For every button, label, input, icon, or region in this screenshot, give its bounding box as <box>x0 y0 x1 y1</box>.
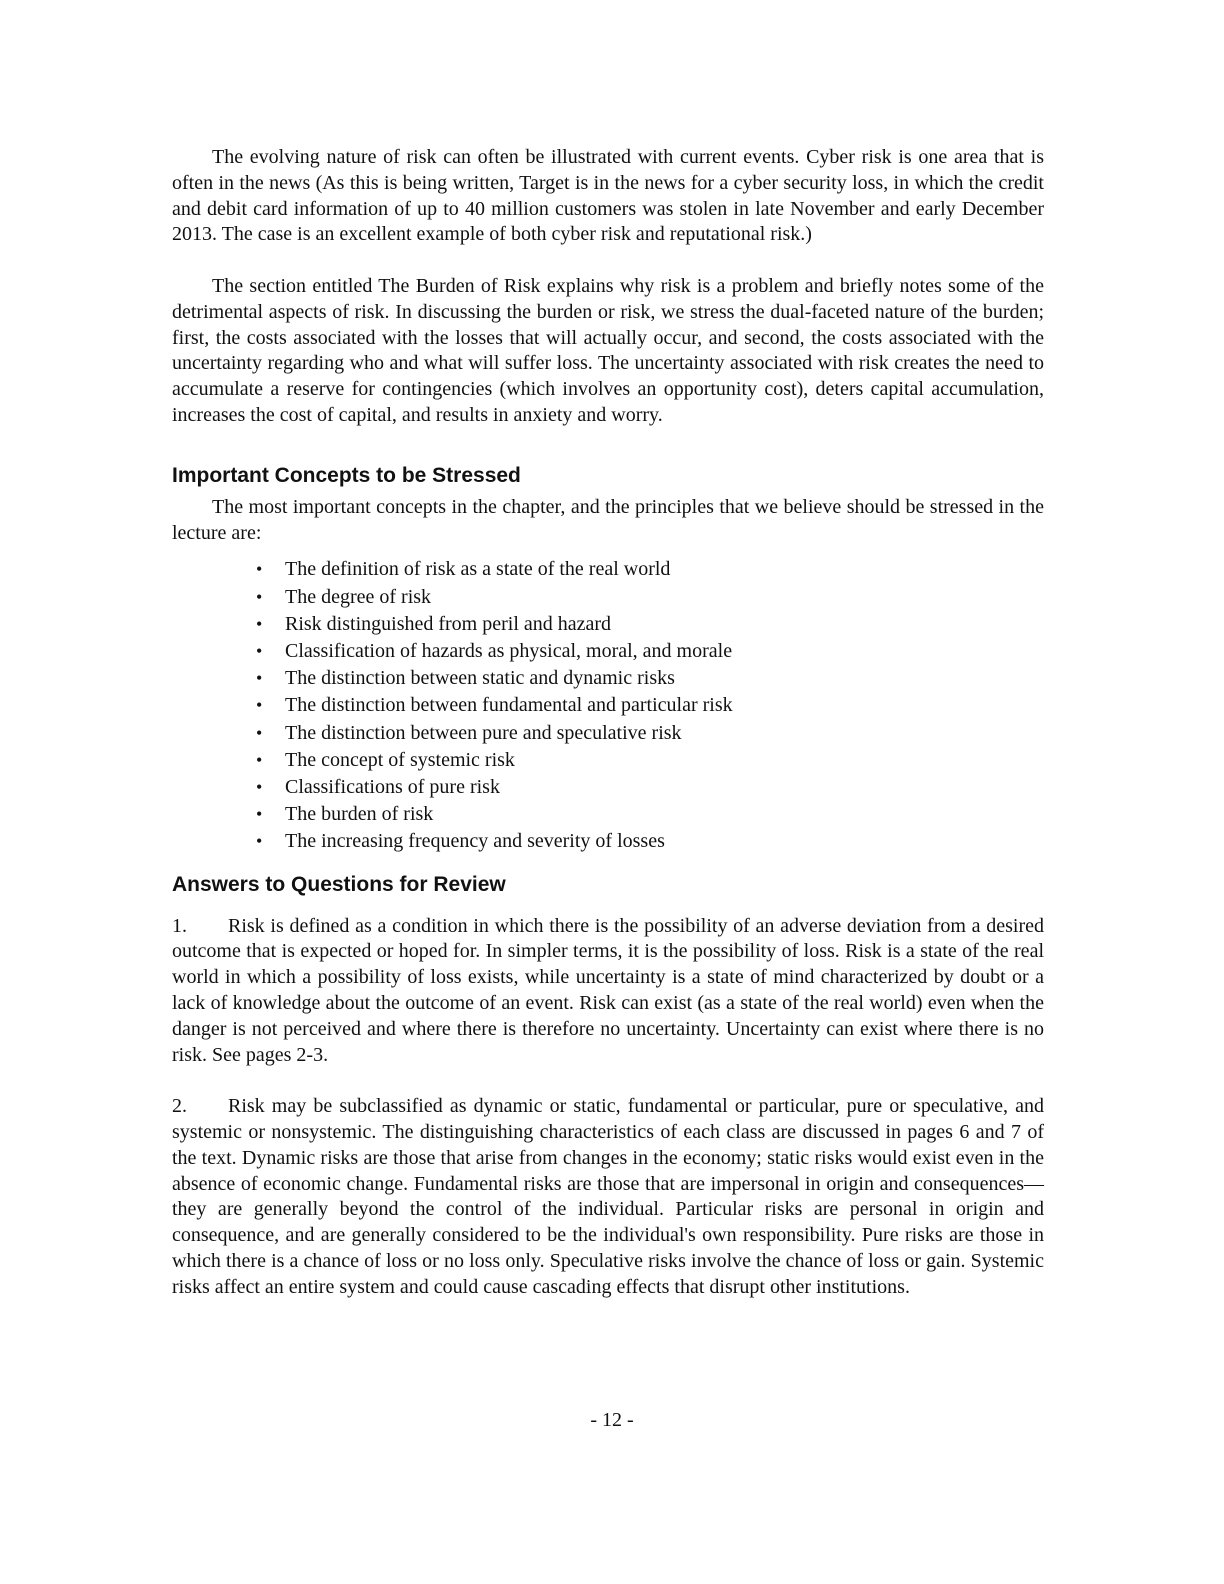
concepts-intro: The most important concepts in the chapter, and the principles that we believe should be stressed in the lecture are: <box>172 495 1044 544</box>
intro-paragraph-burden-of-risk: The section entitled The Burden of Risk explains why risk is a problem and briefly notes some of the detrimental aspects of risk. In discussing the burden or risk, we stress the dual-faceted nature of the burden; first, the costs associated with the losses that will actually occur, and second, the costs associated with the uncertainty regarding who and what will suffer loss. The uncertainty associated with risk creates the need to accumulate a reserve for contingencies (which involves an opportunity cost), deters capital accumulation, increases the cost of capital, and results in anxiety and worry. <box>172 274 1044 426</box>
list-item-text: The distinction between pure and speculative risk <box>285 721 682 744</box>
list-item <box>256 611 1044 638</box>
list-item-text: Classification of hazards as physical, moral, and morale <box>285 639 733 662</box>
list-item <box>256 638 1044 665</box>
answer-text: Risk is defined as a condition in which there is the possibility of an adverse deviation from a desired outcome that is expected or hoped for. In simpler terms, it is the possibility of loss. Risk is a state of the real world in which a possibility of loss exists, while uncertainty is a state of mind characterized by doubt or a lack of knowledge about the outcome of an event. Risk can exist (as a state of the real world) even when the danger is not perceived and where there is therefore no uncertainty. Uncertainty can exist where there is no risk. See pages 2-3. <box>172 914 1044 1066</box>
bullet-icon: • <box>256 776 263 797</box>
list-item-text: The distinction between fundamental and particular risk <box>285 694 733 717</box>
list-item-text: The burden of risk <box>285 803 434 826</box>
list-item <box>256 747 1044 774</box>
bullet-icon: • <box>256 749 263 770</box>
bullet-icon: • <box>256 722 263 743</box>
page-number: - 12 - <box>590 1409 634 1431</box>
bullet-icon: • <box>256 804 263 825</box>
list-item <box>256 692 1044 719</box>
list-item <box>256 584 1044 611</box>
intro-paragraph-cyber-risk: The evolving nature of risk can often be illustrated with current events. Cyber risk is one area that is often in the news (As this is being written, Target is in the news for a cyber security loss, in which the credit and debit card information of up to 40 million customers was stolen in late November and early December 2013. The case is an excellent example of both cyber risk and reputational risk.) <box>172 146 1044 246</box>
list-item-text: The concept of systemic risk <box>285 748 515 771</box>
answer-2 <box>172 1094 1044 1300</box>
list-item-text: The degree of risk <box>285 585 432 608</box>
answer-number: 1. <box>172 914 187 937</box>
list-item-text: The definition of risk as a state of the real world <box>285 558 671 581</box>
list-item <box>256 665 1044 692</box>
list-item <box>256 720 1044 747</box>
bullet-icon: • <box>256 668 263 689</box>
bullet-icon: • <box>256 613 263 634</box>
document-page <box>172 145 1044 1301</box>
list-item <box>256 801 1044 828</box>
list-item-text: The increasing frequency and severity of losses <box>285 830 665 853</box>
bullet-icon: • <box>256 586 263 607</box>
bullet-icon: • <box>256 640 263 661</box>
bullet-icon: • <box>256 831 263 852</box>
list-item-text: Classifications of pure risk <box>285 775 500 798</box>
answers-heading: Answers to Questions for Review <box>172 872 506 896</box>
list-item <box>256 774 1044 801</box>
bullet-icon: • <box>256 695 263 716</box>
answer-text: Risk may be subclassified as dynamic or static, fundamental or particular, pure or speculative, and systemic or nonsystemic. The distinguishing characteristics of each class are discussed in pages 6 and 7 of the text. Dynamic risks are those that arise from changes in the economy; static risks would exist even in the absence of economic change. Fundamental risks are those that are impersonal in origin and consequences—they are generally beyond the control of the individual. Particular risks are personal in origin and consequence, and are generally considered to be the individual's own responsibility. Pure risks are those in which there is a chance of loss or no loss only. Speculative risks involve the chance of loss or gain. Systemic risks affect an entire system and could cause cascading effects that disrupt other institutions. <box>172 1095 1044 1298</box>
list-item <box>256 556 1044 583</box>
concepts-list <box>172 556 1044 855</box>
list-item-text: The distinction between static and dynamic risks <box>285 667 675 690</box>
list-item <box>256 828 1044 855</box>
answer-1 <box>172 914 1044 1069</box>
list-item-text: Risk distinguished from peril and hazard <box>285 612 612 635</box>
answer-number: 2. <box>172 1095 187 1118</box>
bullet-icon: • <box>256 559 263 580</box>
concepts-heading: Important Concepts to be Stressed <box>172 463 521 487</box>
